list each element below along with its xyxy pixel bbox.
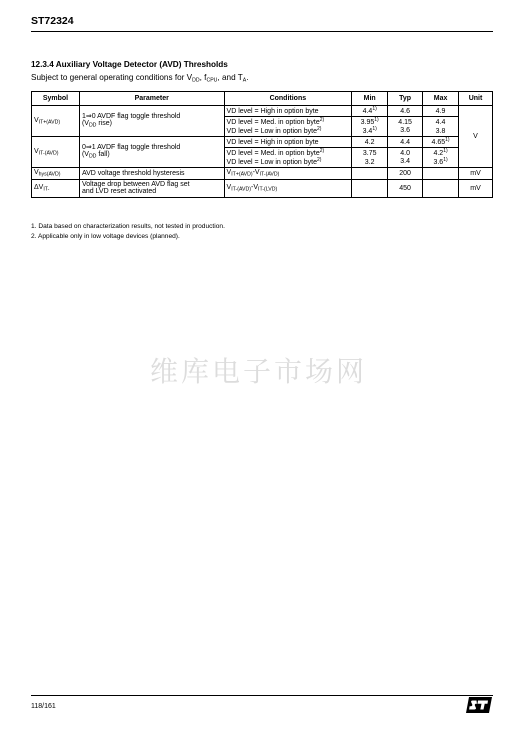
symbol-text: ΔV <box>34 183 44 191</box>
header-symbol: Symbol <box>32 92 80 106</box>
table-row <box>32 168 493 180</box>
condition-sub: IT-(AVD) <box>259 171 280 178</box>
typ-value: 4.0 <box>400 150 410 158</box>
condition-text: VD level = High in option byte <box>226 139 319 147</box>
header-max: Max <box>423 92 459 106</box>
min-value: 4.4 <box>362 108 373 115</box>
symbol-cell <box>32 180 80 198</box>
min-value: 3.4 <box>362 127 373 135</box>
symbol-sub: hys(AVD) <box>38 171 61 178</box>
intro-text: , and T <box>217 73 243 82</box>
table-row <box>32 106 493 117</box>
unit-cell: mV <box>459 180 493 198</box>
parameter-text: Voltage drop between AVD flag set <box>81 181 190 189</box>
max-cell <box>423 168 459 180</box>
max-value: 3.8 <box>435 127 446 135</box>
table-row <box>32 180 493 198</box>
intro-sub-ta: A <box>242 77 247 84</box>
max-cell <box>423 137 459 148</box>
parameter-text: 0⇒1 AVDF flag toggle threshold <box>81 143 181 151</box>
condition-sub: IT-(LVD) <box>258 186 278 193</box>
min-cell <box>352 106 388 117</box>
section-title: 12.3.4 Auxiliary Voltage Detector (AVD) Thresholds <box>31 60 228 69</box>
typ-cell: 4.4 <box>388 137 423 148</box>
header-conditions: Conditions <box>224 92 352 106</box>
footnote-ref: 1) <box>372 106 377 112</box>
header-unit: Unit <box>459 92 493 106</box>
header-divider <box>31 31 493 32</box>
footnote-ref: 2) <box>319 148 325 155</box>
header-typ: Typ <box>388 92 423 106</box>
parameter-text <box>82 151 222 160</box>
symbol-text: V <box>34 116 39 124</box>
footer-divider <box>31 695 493 696</box>
condition-text: VD level = Med. in option byte <box>226 119 320 127</box>
max-cell <box>423 117 459 137</box>
min-cell <box>352 117 388 137</box>
parameter-sub: DD <box>88 153 97 160</box>
condition-cell <box>224 168 352 180</box>
intro-text: , f <box>199 73 207 82</box>
max-cell <box>423 148 459 168</box>
min-value: 4.2 <box>364 139 375 147</box>
condition-cell <box>224 117 352 137</box>
footnote-ref: 2) <box>319 117 325 124</box>
parameter-part: (V <box>81 120 89 128</box>
typ-value: 3.4 <box>400 157 410 165</box>
min-cell <box>352 137 388 148</box>
max-cell <box>423 106 459 117</box>
parameter-text: 1⇒0 AVDF flag toggle threshold <box>81 112 181 120</box>
parameter-text <box>82 120 222 129</box>
condition-text: VD level = Low in option byte <box>226 158 318 166</box>
header-parameter: Parameter <box>79 92 224 106</box>
table-row <box>32 137 493 148</box>
condition-cell <box>224 106 352 117</box>
parameter-text: and LVD reset activated <box>81 188 157 196</box>
parameter-cell <box>79 180 224 198</box>
intro-sub-fcpu: CPU <box>206 77 218 84</box>
parameter-part: fall) <box>96 151 110 159</box>
footnote-ref: 1) <box>443 148 448 155</box>
symbol-sub: IT- <box>43 186 50 193</box>
section-intro <box>31 73 249 84</box>
unit-cell: V <box>459 106 493 168</box>
footnotes <box>31 222 225 241</box>
footnote-ref: 1) <box>372 125 377 132</box>
parameter-sub: DD <box>88 122 97 129</box>
footnote-ref: 2) <box>317 125 322 132</box>
st-logo-icon <box>466 697 492 713</box>
condition-cell <box>224 180 352 198</box>
typ-cell: 450 <box>388 180 423 198</box>
min-cell <box>352 148 388 168</box>
symbol-text: V <box>34 169 39 177</box>
min-value: 3.75 <box>362 150 377 158</box>
condition-part: V <box>226 169 232 177</box>
page-number: 118/161 <box>31 703 56 710</box>
condition-text: VD level = High in option byte <box>226 108 319 115</box>
intro-text: Subject to general operating conditions for V <box>31 73 193 82</box>
condition-sub: IT-(AVD) <box>231 186 251 193</box>
document-title: ST72324 <box>31 15 74 27</box>
condition-cell <box>224 148 352 168</box>
min-cell <box>352 180 388 198</box>
watermark: 维库电子市场网 <box>150 355 368 388</box>
min-value: 3.2 <box>364 158 375 166</box>
unit-cell: mV <box>459 168 493 180</box>
intro-text: . <box>246 73 249 82</box>
avd-threshold-table <box>31 91 493 198</box>
footnote-ref: 1) <box>445 137 450 144</box>
max-value: 4.2 <box>433 150 444 158</box>
symbol-cell <box>32 106 80 137</box>
footnote-ref: 1) <box>443 156 448 163</box>
parameter-cell <box>79 137 224 168</box>
max-value: 4.9 <box>435 108 446 115</box>
condition-text: VD level = Low in option byte <box>226 127 318 135</box>
parameter-part: rise) <box>96 120 112 128</box>
typ-cell <box>388 117 423 137</box>
footnote: 1. Data based on characterization results, not tested in production. <box>31 223 225 230</box>
min-cell <box>352 168 388 180</box>
condition-sub: IT+(AVD) <box>231 171 253 178</box>
typ-cell: 200 <box>388 168 423 180</box>
condition-part: -V <box>251 183 258 191</box>
header-min: Min <box>352 92 388 106</box>
max-value: 3.6 <box>433 158 444 166</box>
typ-cell: 4.6 <box>388 106 423 117</box>
parameter-cell: AVD voltage threshold hysteresis <box>79 168 224 180</box>
table-header-row <box>32 92 493 106</box>
intro-sub-vdd: DD <box>192 77 200 84</box>
symbol-sub: IT-(AVD) <box>38 150 59 157</box>
typ-value: 4.15 <box>398 119 412 127</box>
max-value: 4.65 <box>431 139 446 147</box>
max-value: 4.4 <box>435 119 446 127</box>
condition-cell <box>224 137 352 148</box>
condition-part: V <box>226 183 232 191</box>
footnote-ref: 2) <box>317 156 322 163</box>
condition-text: VD level = Med. in option byte <box>226 150 320 158</box>
parameter-cell <box>79 106 224 137</box>
symbol-cell <box>32 137 80 168</box>
symbol-sub: IT+(AVD) <box>38 119 61 126</box>
typ-cell <box>388 148 423 168</box>
max-cell <box>423 180 459 198</box>
symbol-cell <box>32 168 80 180</box>
footnote-ref: 1) <box>374 117 379 124</box>
parameter-part: (V <box>81 151 89 159</box>
min-value: 3.95 <box>360 119 375 127</box>
footnote: 2. Applicable only in low voltage devices (planned). <box>31 232 180 240</box>
condition-part: -V <box>252 169 260 177</box>
typ-value: 3.6 <box>400 126 410 134</box>
symbol-text: V <box>34 147 39 155</box>
